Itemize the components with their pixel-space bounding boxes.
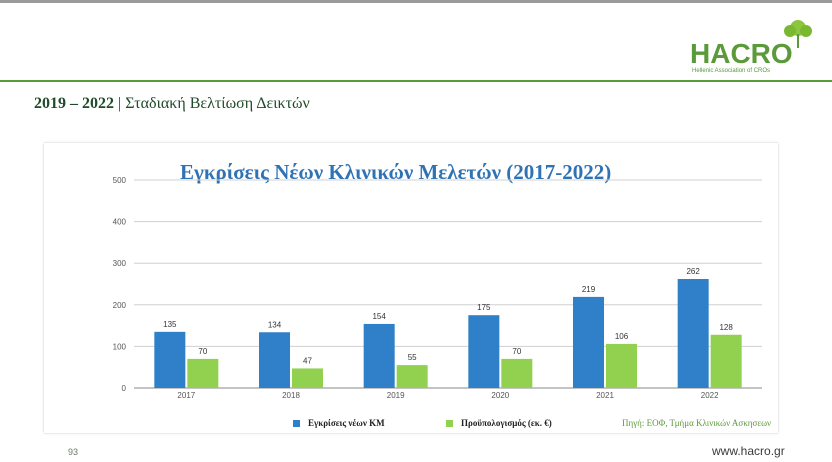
bar-series-1-2021 — [606, 344, 637, 388]
x-tick-label: 2021 — [596, 391, 614, 400]
data-label: 219 — [581, 284, 596, 294]
bar-series-1-2019 — [397, 365, 428, 388]
legend-item-series-1 — [446, 418, 552, 428]
y-tick-label: 500 — [112, 176, 126, 185]
bar-series-1-2020 — [501, 359, 532, 388]
bar-series-1-2017 — [187, 359, 218, 388]
logo-subtitle: Hellenic Association of CROs — [692, 68, 771, 74]
bar-series-0-2022 — [678, 279, 709, 388]
bar-series-1-2018 — [292, 368, 323, 388]
legend-swatch-green — [446, 420, 453, 427]
chart-title: Εγκρίσεις Νέων Κλινικών Μελετών (2017-2022) — [180, 160, 612, 184]
x-tick-label: 2020 — [491, 391, 510, 400]
data-label: 106 — [614, 331, 629, 341]
data-label: 55 — [407, 353, 417, 363]
data-label: 70 — [198, 346, 208, 356]
data-label: 262 — [686, 267, 700, 277]
legend-swatch-blue — [293, 420, 300, 427]
section-title: 2019 – 2022 | Σταδιακή Βελτίωση Δεικτών — [34, 95, 310, 112]
bar-series-0-2021 — [573, 297, 604, 388]
website-url: www.hacro.gr — [712, 444, 785, 458]
data-label: 135 — [163, 319, 177, 329]
x-tick-label: 2018 — [282, 391, 300, 400]
y-tick-label: 100 — [112, 342, 126, 352]
bar-series-1-2022 — [711, 335, 742, 388]
x-tick-label: 2019 — [386, 391, 405, 400]
x-tick-label: 2017 — [177, 391, 196, 400]
y-tick-label: 200 — [112, 300, 126, 310]
data-label: 128 — [719, 322, 733, 332]
data-label: 47 — [303, 356, 312, 366]
logo-wordmark: HACRO — [690, 38, 793, 69]
y-tick-label: 400 — [112, 217, 126, 227]
x-tick-label: 2022 — [700, 391, 719, 400]
bar-series-0-2018 — [259, 332, 290, 388]
bar-series-0-2020 — [468, 315, 499, 388]
data-label: 154 — [372, 311, 386, 321]
chart-source: Πηγή: ΕΟΦ, Τμήμα Κλινικών Ασκησεων — [622, 418, 772, 428]
bar-series-0-2019 — [364, 324, 395, 388]
data-label: 175 — [477, 303, 491, 313]
legend-label: Προϋπολογισμός (εκ. €) — [461, 418, 552, 428]
legend-item-series-0 — [293, 418, 385, 428]
data-label: 134 — [267, 320, 282, 330]
y-tick-label: 0 — [121, 384, 126, 393]
bar-series-0-2017 — [154, 332, 185, 388]
y-tick-label: 300 — [112, 259, 126, 269]
legend-label: Εγκρίσεις νέων ΚΜ — [308, 418, 385, 428]
data-label: 70 — [512, 346, 522, 356]
page-number: 93 — [68, 447, 79, 457]
